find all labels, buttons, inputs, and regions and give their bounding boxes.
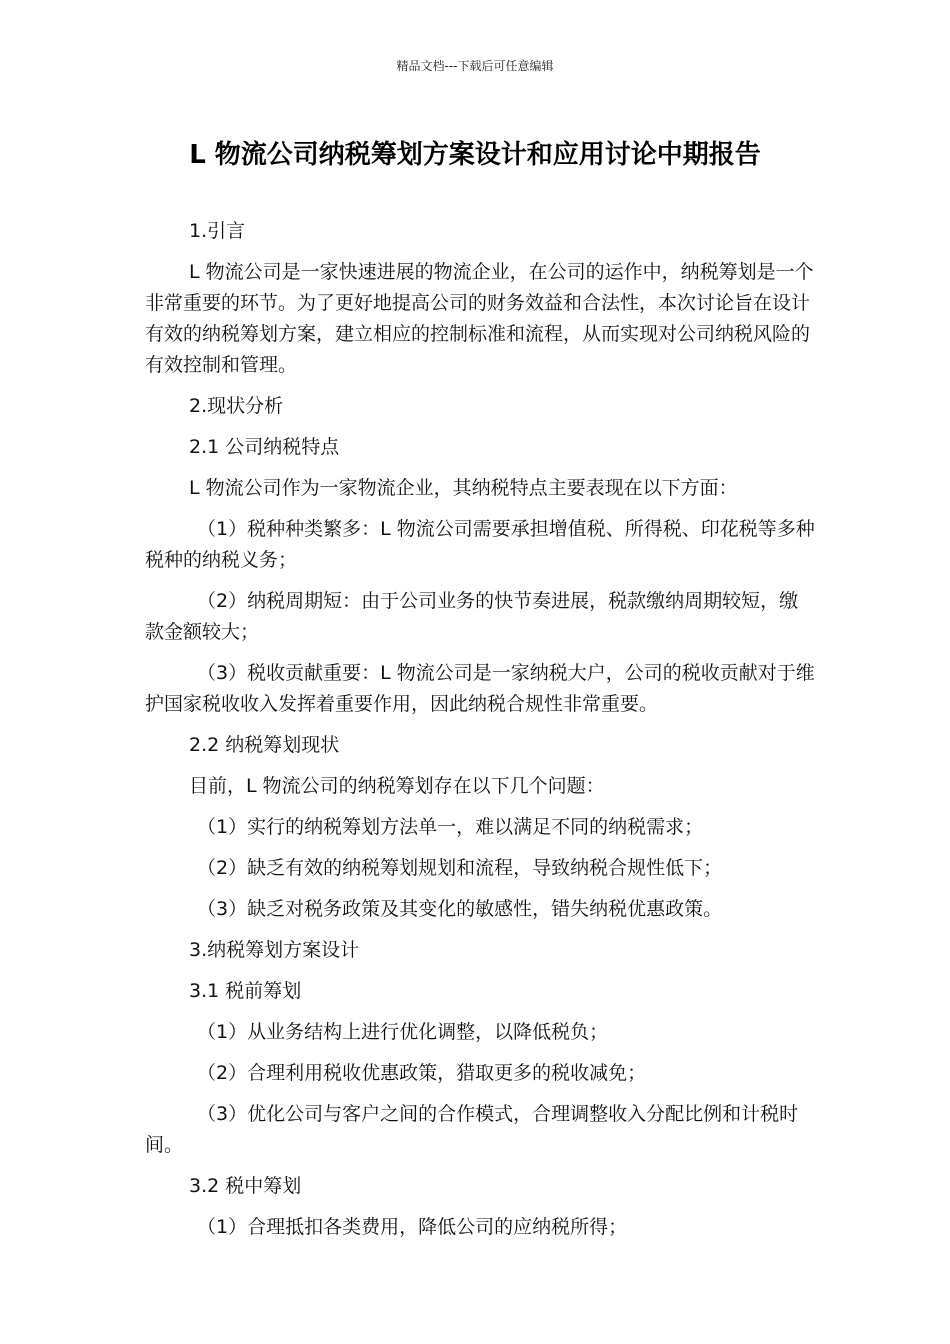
list-item: （1）合理抵扣各类费用，降低公司的应纳税所得； [197,1216,628,1238]
document-title: L 物流公司纳税筹划方案设计和应用讨论中期报告 [189,140,761,170]
body-paragraph: L 物流公司是一家快速进展的物流企业，在公司的运作中，纳税筹划是一个非常重要的环节。为了更好地提高公司的财务效益和合法性，本次讨论旨在设计有效的纳税筹划方案，建立相应的控制标准和流程，从而实现对公司纳税风险的有效控制和管理。 [145,261,814,376]
section-heading-status-analysis: 2.现状分析 [189,395,284,417]
list-item: （1）从业务结构上进行优化调整，以降低税负； [197,1021,609,1043]
list-item: （3）优化公司与客户之间的合作模式，合理调整收入分配比例和计税时间。 [145,1103,799,1156]
section-heading-plan-design: 3.纳税筹划方案设计 [189,939,360,961]
subsection-heading: 3.1 税前筹划 [189,980,302,1002]
list-item: （3）税收贡献重要：L 物流公司是一家纳税大户，公司的税收贡献对于维护国家税收收入发挥着重要作用，因此纳税合规性非常重要。 [145,662,815,715]
section-heading-introduction: 1.引言 [189,220,246,242]
list-item: （1）税种种类繁多：L 物流公司需要承担增值税、所得税、印花税等多种税种的纳税义务； [145,518,815,571]
subsection-heading: 3.2 税中筹划 [189,1175,302,1197]
body-paragraph: 目前，L 物流公司的纳税筹划存在以下几个问题： [189,775,605,797]
list-item: （2）合理利用税收优惠政策，猎取更多的税收减免； [197,1062,647,1084]
body-paragraph: L 物流公司作为一家物流企业，其纳税特点主要表现在以下方面： [189,477,738,499]
list-item: （2）纳税周期短：由于公司业务的快节奏进展，税款缴纳周期较短，缴款金额较大； [145,590,799,643]
subsection-heading: 2.1 公司纳税特点 [189,436,340,458]
list-item: （3）缺乏对税务政策及其变化的敏感性，错失纳税优惠政策。 [197,898,723,920]
list-item: （1）实行的纳税筹划方法单一，难以满足不同的纳税需求； [197,816,704,838]
list-item: （2）缺乏有效的纳税筹划规划和流程，导致纳税合规性低下； [197,857,723,879]
subsection-heading: 2.2 纳税筹划现状 [189,734,340,756]
document-body [145,216,815,1253]
page-header-note: 精品文档---下载后可任意编辑 [396,59,554,73]
